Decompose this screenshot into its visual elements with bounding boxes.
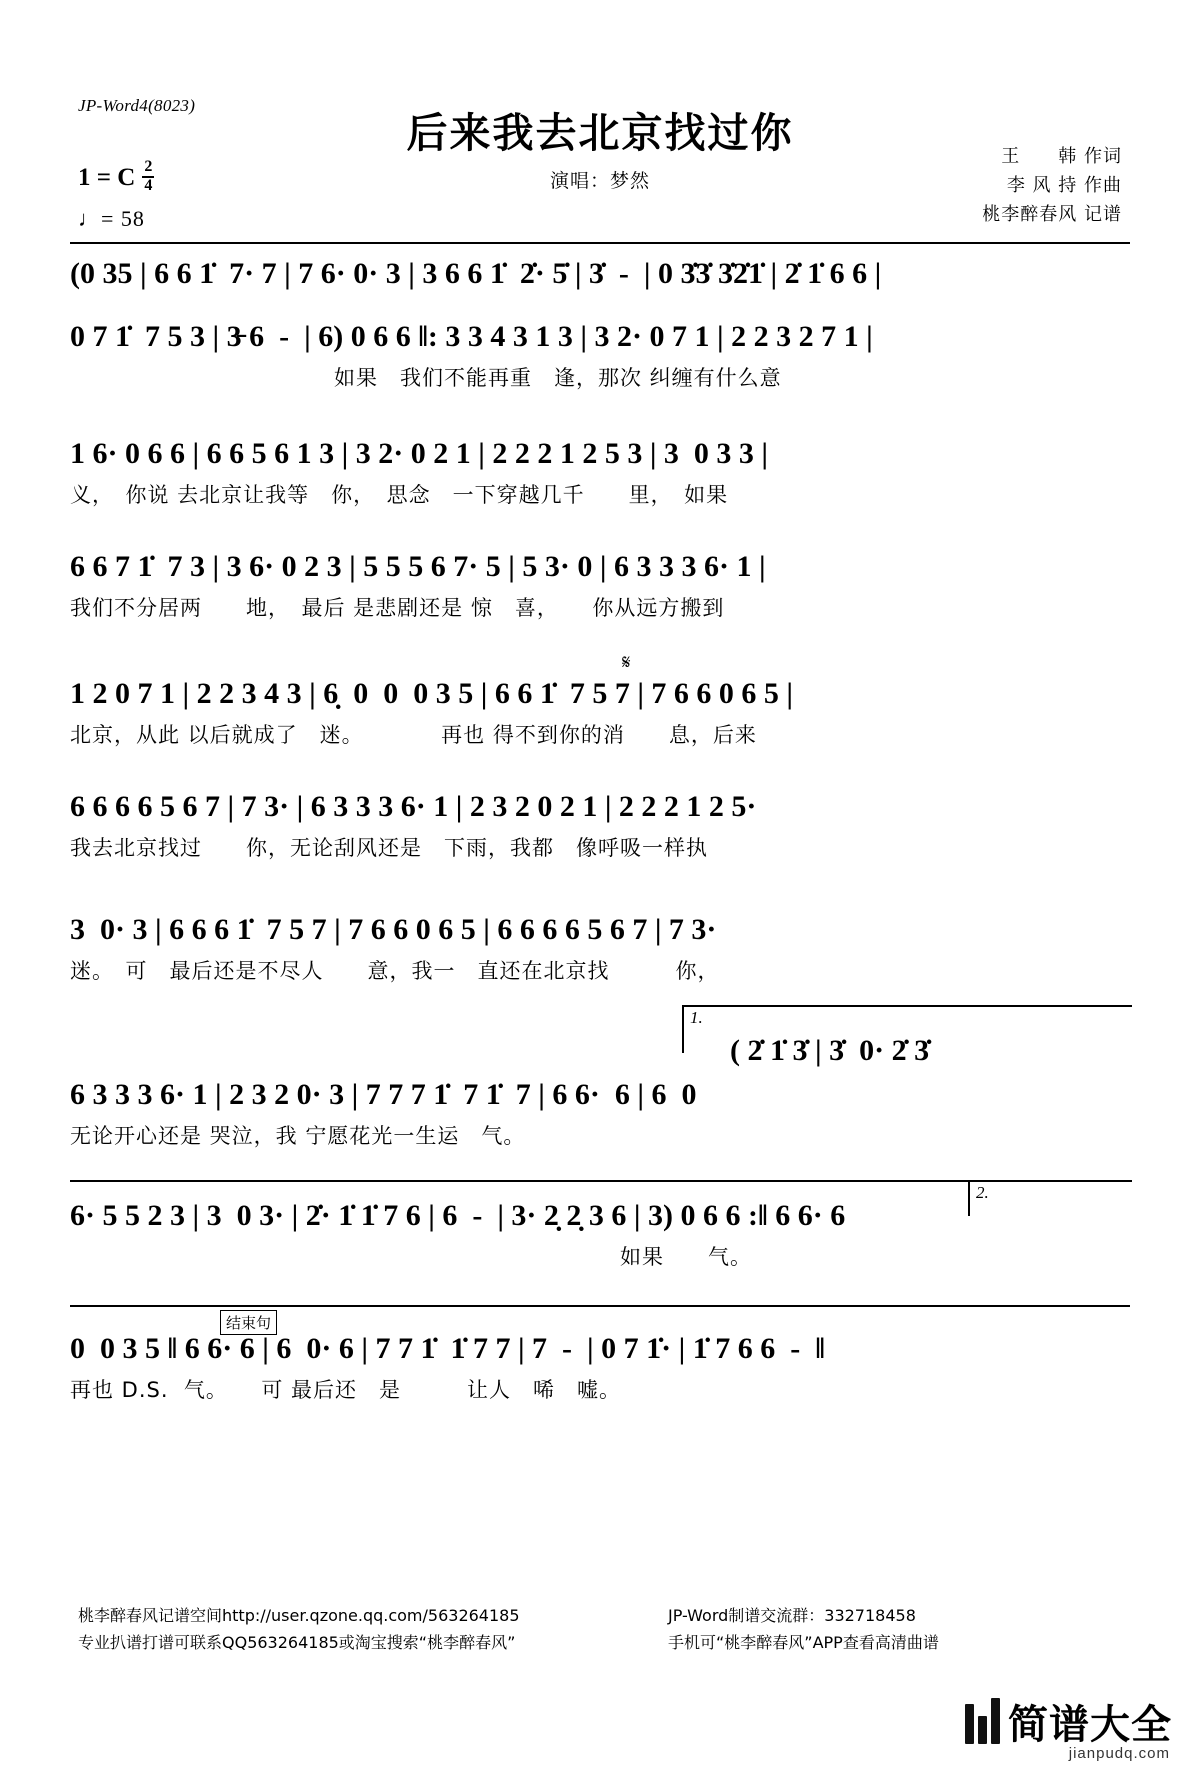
- music-system-6: [70, 785, 1130, 865]
- music-system-5: [70, 652, 1130, 752]
- music-system-3: [70, 432, 1130, 512]
- footer-left: [78, 1602, 520, 1656]
- notes-line: (0 35 | 6 6 1̇ 7· 7 | 7 6· 0· 3 | 3 6 6 1̇ 2̇· 5̇ | 3̇ - | 0 3̇3̇ 3̇2̇1̇ | 2̇ 1̇ 6 6 |: [70, 257, 882, 290]
- music-system-9: [70, 1180, 1130, 1274]
- lyrics-line: 我们不分居两 地， 最后 是悲剧还是 惊 喜， 你从远方搬到: [70, 596, 725, 620]
- lyrics-line: 迷。 可 最后还是不尽人 意，我一 直还在北京找 你，: [70, 959, 720, 983]
- watermark-url: jianpudq.com: [1068, 1745, 1170, 1762]
- segno-icon: 𝄋: [622, 652, 631, 674]
- document-id: JP-Word4(8023): [78, 96, 196, 115]
- footer-qzone-line: 桃李醉春风记谱空间http://user.qzone.qq.com/563264185: [78, 1606, 520, 1625]
- first-ending-notes: ( 2̇ 1̇ 3̇ | 3̇ 0· 2̇ 3̇: [730, 1034, 930, 1067]
- singer-line: 演唱：梦然: [549, 170, 650, 192]
- lyrics-line: 我去北京找过 你，无论刮风还是 下雨，我都 像呼吸一样执: [70, 836, 708, 860]
- notes-line: 6 3 3 3 6· 1 | 2 3 2 0· 3 | 7 7 7 1̇ 7 1̇ 7 | 6 6· 6 | 6 0: [70, 1078, 697, 1111]
- music-system-10: [70, 1305, 1130, 1407]
- watermark-logo: [965, 1698, 1172, 1748]
- lyrics-line: 北京，从此 以后就成了 迷。 再也 得不到你的消 息，后来: [70, 723, 757, 747]
- tempo-marking: ♩= 58: [78, 205, 145, 231]
- credits-block: [982, 142, 1122, 229]
- notes-line: 6 6 7 1̇ 7 3 | 3 6· 0 2 3 | 5 5 5 6 7· 5 | 5 3· 0 | 6 3 3 3 6· 1 |: [70, 550, 766, 583]
- music-system-1: [70, 242, 1130, 296]
- lyrics-line: 再也 D.S. 气。 可 最后还 是 让人 唏 嘘。: [70, 1378, 622, 1402]
- footer-app-line: 手机可“桃李醉春风”APP查看高清曲谱: [668, 1633, 939, 1652]
- lyrics-line: 如果 我们不能再重 逢，那次 纠缠有什么意: [70, 366, 782, 390]
- system-rule: [70, 1305, 1130, 1307]
- lyrics-line: 如果 气。: [70, 1245, 752, 1269]
- lyrics-line: 义， 你说 去北京让我等 你， 思念 一下穿越几千 里， 如果: [70, 483, 729, 507]
- credit-composer: 李 风 持 作曲: [1006, 175, 1122, 196]
- time-signature-numerator: 2: [142, 159, 154, 178]
- key-signature: 1 = C: [78, 163, 136, 191]
- coda-label: 结束句: [220, 1310, 277, 1335]
- music-system-8: [70, 1005, 1130, 1153]
- second-ending-number: 2.: [976, 1183, 989, 1202]
- credit-lyricist: 王 韩 作词: [1001, 146, 1122, 167]
- credit-transcriber: 桃李醉春风 记谱: [982, 204, 1122, 225]
- time-signature-denominator: 4: [144, 176, 153, 194]
- notes-line: 0 0 3 5 ‖ 6 6· 6 | 6 0· 6 | 7 7 1̇ 1̇ 7 7 | 7 - | 0 7 1̇· | 1̇ 7 6 6 - ‖: [70, 1332, 825, 1365]
- music-system-4: [70, 545, 1130, 625]
- notes-line: 0 7 1̇ 7 5 3 | 3̵ 6 - | 6) 0 6 6 ‖: 3 3 4 3 1 3 | 3 2· 0 7 1 | 2 2 3 2 7 1 |: [70, 320, 873, 353]
- music-system-2: [70, 315, 1130, 395]
- page-title: 后来我去北京找过你: [406, 109, 794, 157]
- notes-line: 1 2 0 7 1 | 2 2 3 4 3 | 6̣ 0 0 0 3 5 | 6 6 1̇ 7 5 7 | 7 6 6 0 6 5 |: [70, 677, 794, 710]
- footer-group-line: JP-Word制谱交流群：332718458: [668, 1606, 916, 1625]
- notes-line: 1 6· 0 6 6 | 6 6 5 6 1 3 | 3 2· 0 2 1 | 2 2 2 1 2 5 3 | 3 0 3 3 |: [70, 437, 769, 470]
- time-signature: [142, 159, 154, 195]
- key-signature-block: [78, 160, 154, 232]
- footer-contact-line: 专业扒谱打谱可联系QQ563264185或淘宝搜索“桃李醉春风”: [78, 1633, 516, 1652]
- first-ending-number: 1.: [690, 1008, 703, 1027]
- watermark-brand: 简谱大全: [1008, 1702, 1172, 1748]
- lyrics-line: 无论开心还是 哭泣，我 宁愿花光一生运 气。: [70, 1124, 526, 1148]
- notes-line: 3 0· 3 | 6 6 6 1̇ 7 5 7 | 7 6 6 0 6 5 | 6 6 6 6 5 6 7 | 7 3·: [70, 913, 717, 946]
- notes-line: 6· 5 5 2 3 | 3 0 3· | 2̇· 1̇ 1̇ 7 6 | 6 - | 3· 2̣ 2̣ 3 6 | 3) 0 6 6 :‖ 6 6· 6: [70, 1199, 846, 1232]
- notes-line: 6 6 6 6 5 6 7 | 7 3· | 6 3 3 3 6· 1 | 2 3 2 0 2 1 | 2 2 2 1 2 5·: [70, 790, 757, 823]
- footer-right: [668, 1602, 939, 1656]
- logo-bars-icon: [965, 1698, 1000, 1744]
- music-system-7: [70, 908, 1130, 988]
